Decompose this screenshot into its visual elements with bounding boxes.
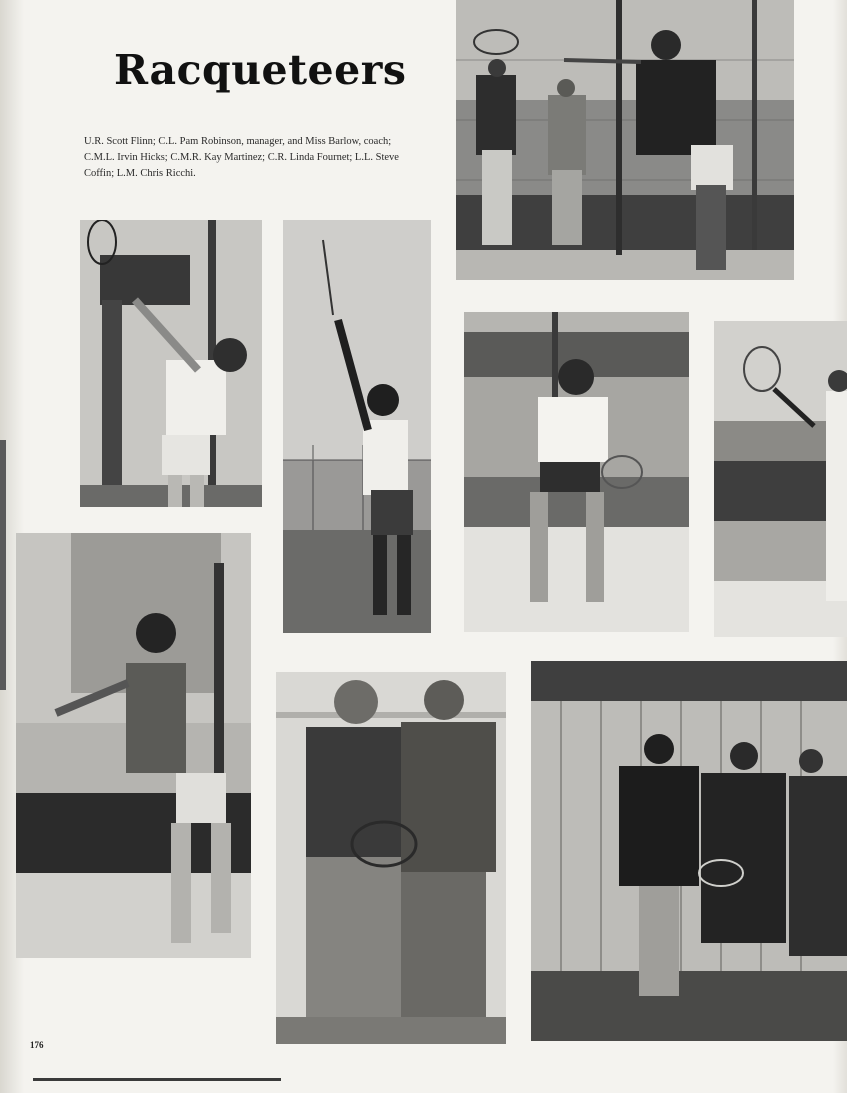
photo-player-edge [714, 321, 847, 637]
photo-player-reaching [80, 220, 262, 507]
photo-player-ready-stance [464, 312, 689, 632]
photo-manager-and-coach [276, 672, 506, 1044]
page-title: Racqueteers [114, 46, 407, 94]
photo-upper-right [456, 0, 794, 280]
photo-team-group [531, 661, 847, 1041]
page-number: 176 [30, 1040, 44, 1050]
photo-player-serving [283, 220, 431, 633]
spine-shadow [0, 440, 6, 690]
photo-player-forehand [16, 533, 251, 958]
photo-caption: U.R. Scott Flinn; C.L. Pam Robinson, manager, and Miss Barlow, coach; C.M.L. Irvin Hicks; C.M.R. Kay Martinez; C.R. Linda Fournet; L.L. Steve Coffin; L.M. Chris Ricchi. [84, 136, 399, 179]
bottom-rule [33, 1078, 281, 1081]
